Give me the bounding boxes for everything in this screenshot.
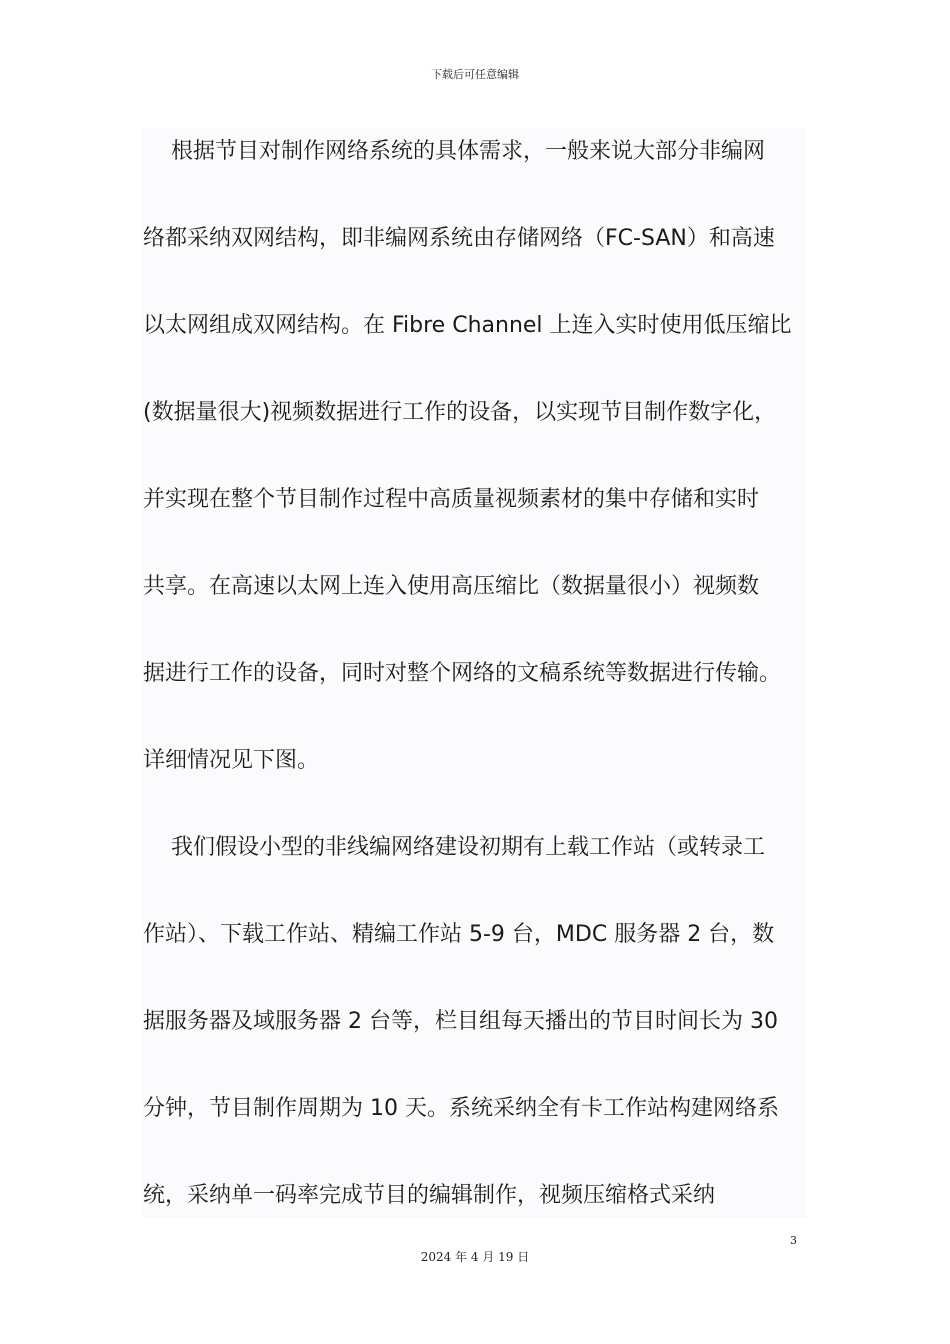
paragraph-2-line-3: 据服务器及域服务器 2 台等，栏目组每天播出的节目时间长为 30 <box>143 1009 778 1034</box>
page-number: 3 <box>790 1234 797 1247</box>
paragraph-1-line-2: 络都采纳双网结构，即非编网系统由存储网络（FC-SAN）和高速 <box>143 226 775 251</box>
footer-date: 2024 年 4 月 19 日 <box>420 1250 530 1264</box>
document-body <box>143 128 807 1218</box>
paragraph-1-line-8: 详细情况见下图。 <box>143 748 320 773</box>
paragraph-2-line-1: 我们假设小型的非线编网络建设初期有上载工作站（或转录工 <box>171 835 766 860</box>
paragraph-1-line-6: 共享。在高速以太网上连入使用高压缩比（数据量很小）视频数 <box>143 574 760 599</box>
paragraph-1-line-7: 据进行工作的设备，同时对整个网络的文稿系统等数据进行传输。 <box>143 661 782 686</box>
paragraph-1-line-5: 并实现在整个节目制作过程中高质量视频素材的集中存储和实时 <box>143 487 760 512</box>
paragraph-1-line-1: 根据节目对制作网络系统的具体需求，一般来说大部分非编网 <box>171 139 766 164</box>
paragraph-2-line-4: 分钟，节目制作周期为 10 天。系统采纳全有卡工作站构建网络系 <box>143 1096 779 1121</box>
paragraph-2-line-2: 作站）、下载工作站、精编工作站 5-9 台，MDC 服务器 2 台，数 <box>143 922 775 947</box>
paragraph-1-line-3: 以太网组成双网结构。在 Fibre Channel 上连入实时使用低压缩比 <box>143 313 792 338</box>
header-note: 下载后可任意编辑 <box>431 68 519 81</box>
paragraph-2-line-5: 统，采纳单一码率完成节目的编辑制作，视频压缩格式采纳 <box>143 1183 716 1208</box>
paragraph-1-line-4: (数据量很大)视频数据进行工作的设备，以实现节目制作数字化， <box>143 400 777 425</box>
